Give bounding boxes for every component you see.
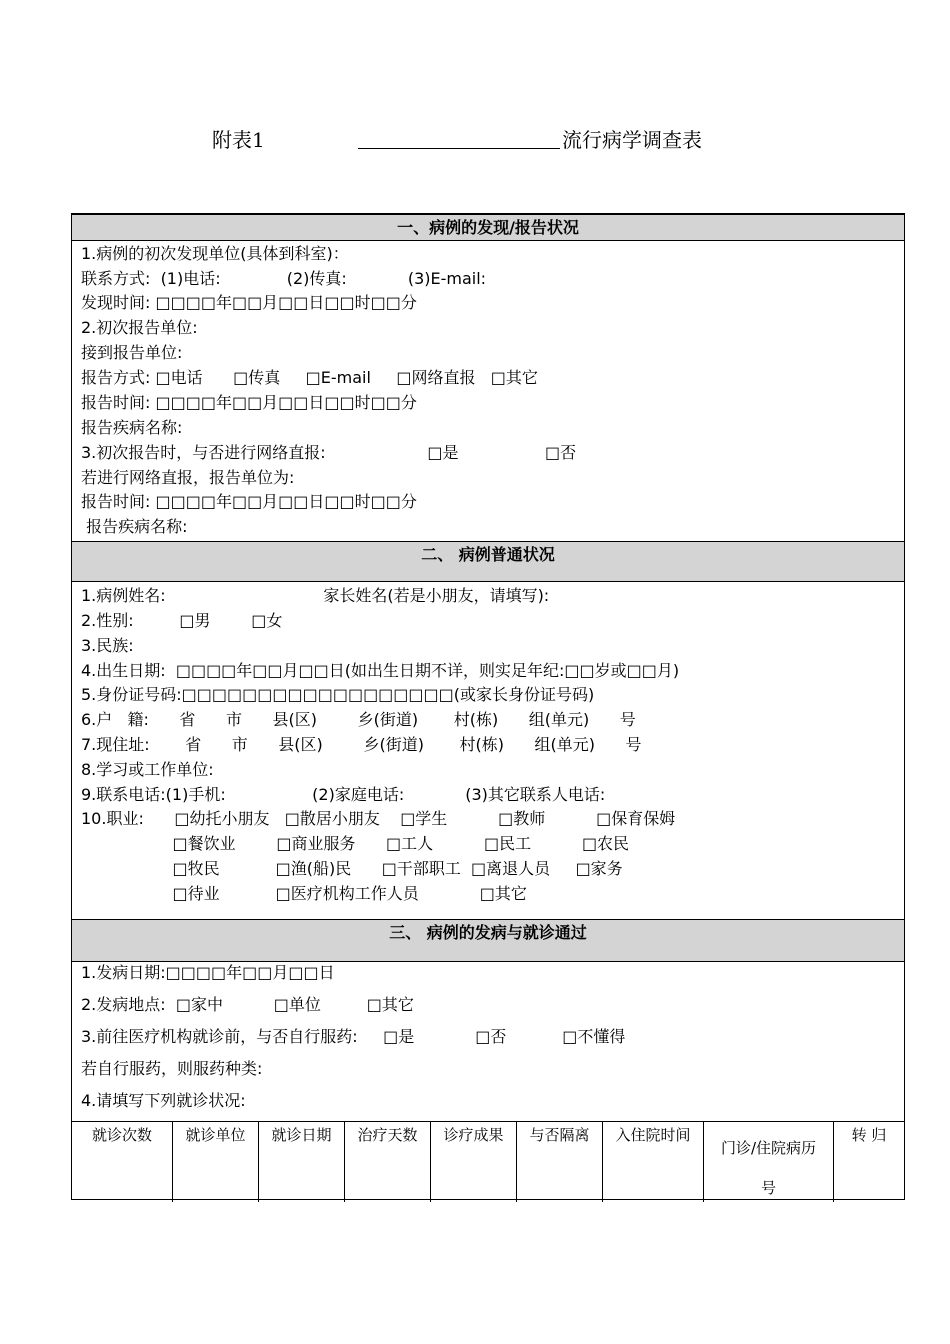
s1-line: 报告疾病名称:: [81, 517, 188, 536]
table-header-text: 就诊次数: [91, 1126, 152, 1144]
s2-line: 8.学习或工作单位:: [81, 760, 214, 779]
form-title: 流行病学调查表: [562, 128, 702, 152]
table-header-text: 入住院时间: [615, 1126, 691, 1144]
table-header-text: 治疗天数: [357, 1126, 418, 1144]
s1-line: 3.初次报告时，与否进行网络直报: □是 □否: [81, 443, 577, 462]
section-1-header: 一、病例的发现/报告状况: [72, 214, 904, 241]
s2-line: 10.职业: □幼托小朋友 □散居小朋友 □学生 □教师 □保育保姆: [81, 809, 676, 828]
s2-line: 7.现住址: 省 市 县(区) 乡(街道) 村(栋) 组(单元) 号: [81, 735, 642, 754]
s2-line: 5.身份证号码:□□□□□□□□□□□□□□□□□□(或家长身份证号码): [81, 685, 595, 704]
table-header-cell: [603, 1122, 704, 1202]
table-header-cell: [431, 1122, 517, 1202]
title-blank-line[interactable]: [358, 148, 560, 149]
s1-line: 1.病例的初次发现单位(具体到科室)：: [81, 244, 349, 263]
table-header-text: 就诊日期: [271, 1126, 332, 1144]
s1-line: 报告疾病名称:: [81, 418, 183, 437]
table-header-cell: [704, 1122, 834, 1202]
section-2-header: 二、 病例普通状况: [72, 541, 904, 582]
s1-line: 联系方式: (1)电话: (2)传真: (3)E-mail:: [81, 269, 487, 288]
table-header-cell: [173, 1122, 259, 1202]
table-header-text: 门诊/住院病历号: [720, 1139, 817, 1197]
s1-line: 报告时间: □□□□年□□月□□日□□时□□分: [81, 393, 417, 412]
s2-line: 2.性别: □男 □女: [81, 611, 283, 630]
table-header-text: 转 归: [851, 1126, 887, 1144]
s2-line: 1.病例姓名: 家长姓名(若是小朋友，请填写):: [81, 586, 550, 605]
table-header-cell: [834, 1122, 904, 1202]
s1-line: 发现时间: □□□□年□□月□□日□□时□□分: [81, 293, 417, 312]
table-header-text: 与否隔离: [529, 1126, 590, 1144]
table-header-cell: [72, 1122, 173, 1202]
survey-form: [71, 213, 905, 1200]
s2-line: 6.户 籍: 省 市 县(区) 乡(街道) 村(栋) 组(单元) 号: [81, 710, 636, 729]
s1-line: 报告方式: □电话 □传真 □E-mail □网络直报 □其它: [81, 368, 538, 387]
appendix-label: 附表1: [212, 128, 265, 152]
s1-line: 报告时间: □□□□年□□月□□日□□时□□分: [81, 492, 417, 511]
s1-line: 若进行网络直报，报告单位为:: [81, 468, 295, 487]
visit-table: [72, 1121, 904, 1202]
table-header-text: 就诊单位: [185, 1126, 246, 1144]
table-header-cell: [345, 1122, 431, 1202]
s2-line: □待业 □医疗机构工作人员 □其它: [81, 884, 527, 903]
s2-line: 3.民族:: [81, 636, 134, 655]
s3-line: 若自行服药，则服药种类:: [81, 1059, 263, 1078]
s2-line: □餐饮业 □商业服务 □工人 □民工 □农民: [81, 834, 630, 853]
table-header-cell: [259, 1122, 345, 1202]
s2-line: □牧民 □渔(船)民 □干部职工 □离退人员 □家务: [81, 859, 623, 878]
s3-line: 2.发病地点: □家中 □单位 □其它: [81, 995, 414, 1014]
s1-line: 2.初次报告单位:: [81, 318, 198, 337]
table-header-cell: [517, 1122, 603, 1202]
table-header-text: 诊疗成果: [443, 1126, 504, 1144]
s1-line: 接到报告单位:: [81, 343, 183, 362]
s3-line: 4.请填写下列就诊状况:: [81, 1091, 246, 1110]
section-3-header: 三、 病例的发病与就诊通过: [72, 919, 904, 962]
s2-line: 9.联系电话:(1)手机: (2)家庭电话: (3)其它联系人电话:: [81, 785, 606, 804]
s3-line: 3.前往医疗机构就诊前，与否自行服药: □是 □否 □不懂得: [81, 1027, 626, 1046]
s2-line: 4.出生日期: □□□□年□□月□□日(如出生日期不详，则实足年纪:□□岁或□□月): [81, 661, 680, 680]
s3-line: 1.发病日期:□□□□年□□月□□日: [81, 963, 335, 982]
